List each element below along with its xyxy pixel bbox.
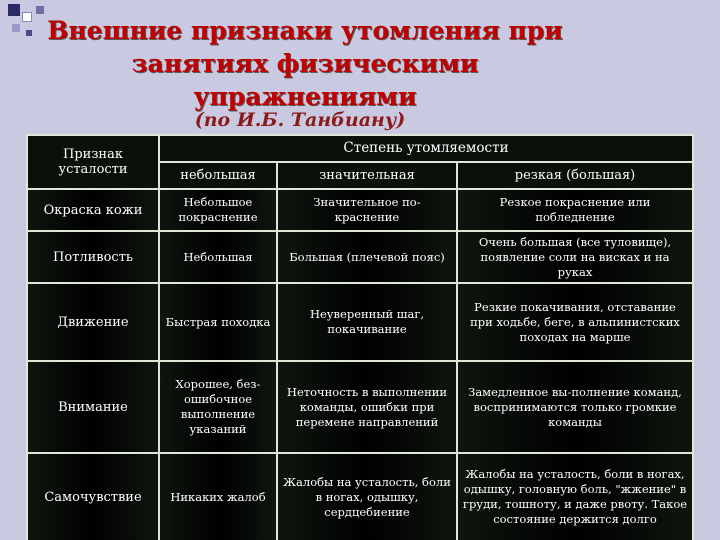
- table-cell: Неуверенный шаг, покачивание: [278, 284, 456, 360]
- table-cell: Значительное по-краснение: [278, 190, 456, 230]
- square-decoration: [26, 30, 32, 36]
- page-title: Внешние признаки утомления при занятиях физическими упражнениями: [47, 16, 563, 111]
- table-cell: Неточность в выполнении команды, ошибки при перемене направлений: [278, 362, 456, 452]
- column-header-small: небольшая: [160, 163, 276, 188]
- group-header: Степень утомляемости: [160, 136, 692, 161]
- table-cell: Никаких жалоб: [160, 454, 276, 540]
- row-sign: Внимание: [28, 362, 158, 452]
- square-decoration: [22, 12, 32, 22]
- corner-header: Признак усталости: [28, 136, 158, 188]
- square-decoration: [12, 24, 20, 32]
- table-cell: Большая (плечевой пояс): [278, 232, 456, 282]
- column-header-severe: резкая (большая): [458, 163, 692, 188]
- table-cell: Небольшое покраснение: [160, 190, 276, 230]
- table-cell: Резкие покачивания, отставание при ходьбе, беге, в альпинистских походах на марше: [458, 284, 692, 360]
- fatigue-table: [26, 134, 694, 540]
- table-cell: Быстрая походка: [160, 284, 276, 360]
- row-sign: Движение: [28, 284, 158, 360]
- row-sign: Потливость: [28, 232, 158, 282]
- table-cell: Замедленное вы-полнение команд, воспринимаются только громкие команды: [458, 362, 692, 452]
- table-cell: Резкое покраснение или побледнение: [458, 190, 692, 230]
- table-cell: Хорошее, без-ошибочное выполнение указаний: [160, 362, 276, 452]
- table-cell: Жалобы на усталость, боли в ногах, одышку, сердцебиение: [278, 454, 456, 540]
- table-cell: Жалобы на усталость, боли в ногах, одышку, головную боль, "жжение" в груди, тошноту, и даже рвоту. Такое состояние держится долго: [458, 454, 692, 540]
- page-subtitle: (по И.Б. Танбиану): [194, 109, 406, 131]
- column-header-significant: значительная: [278, 163, 456, 188]
- table-cell: Небольшая: [160, 232, 276, 282]
- row-sign: Самочувствие: [28, 454, 158, 540]
- square-decoration: [8, 4, 20, 16]
- square-decoration: [36, 6, 44, 14]
- table-cell: Очень большая (все туловище), появление соли на висках и на руках: [458, 232, 692, 282]
- row-sign: Окраска кожи: [28, 190, 158, 230]
